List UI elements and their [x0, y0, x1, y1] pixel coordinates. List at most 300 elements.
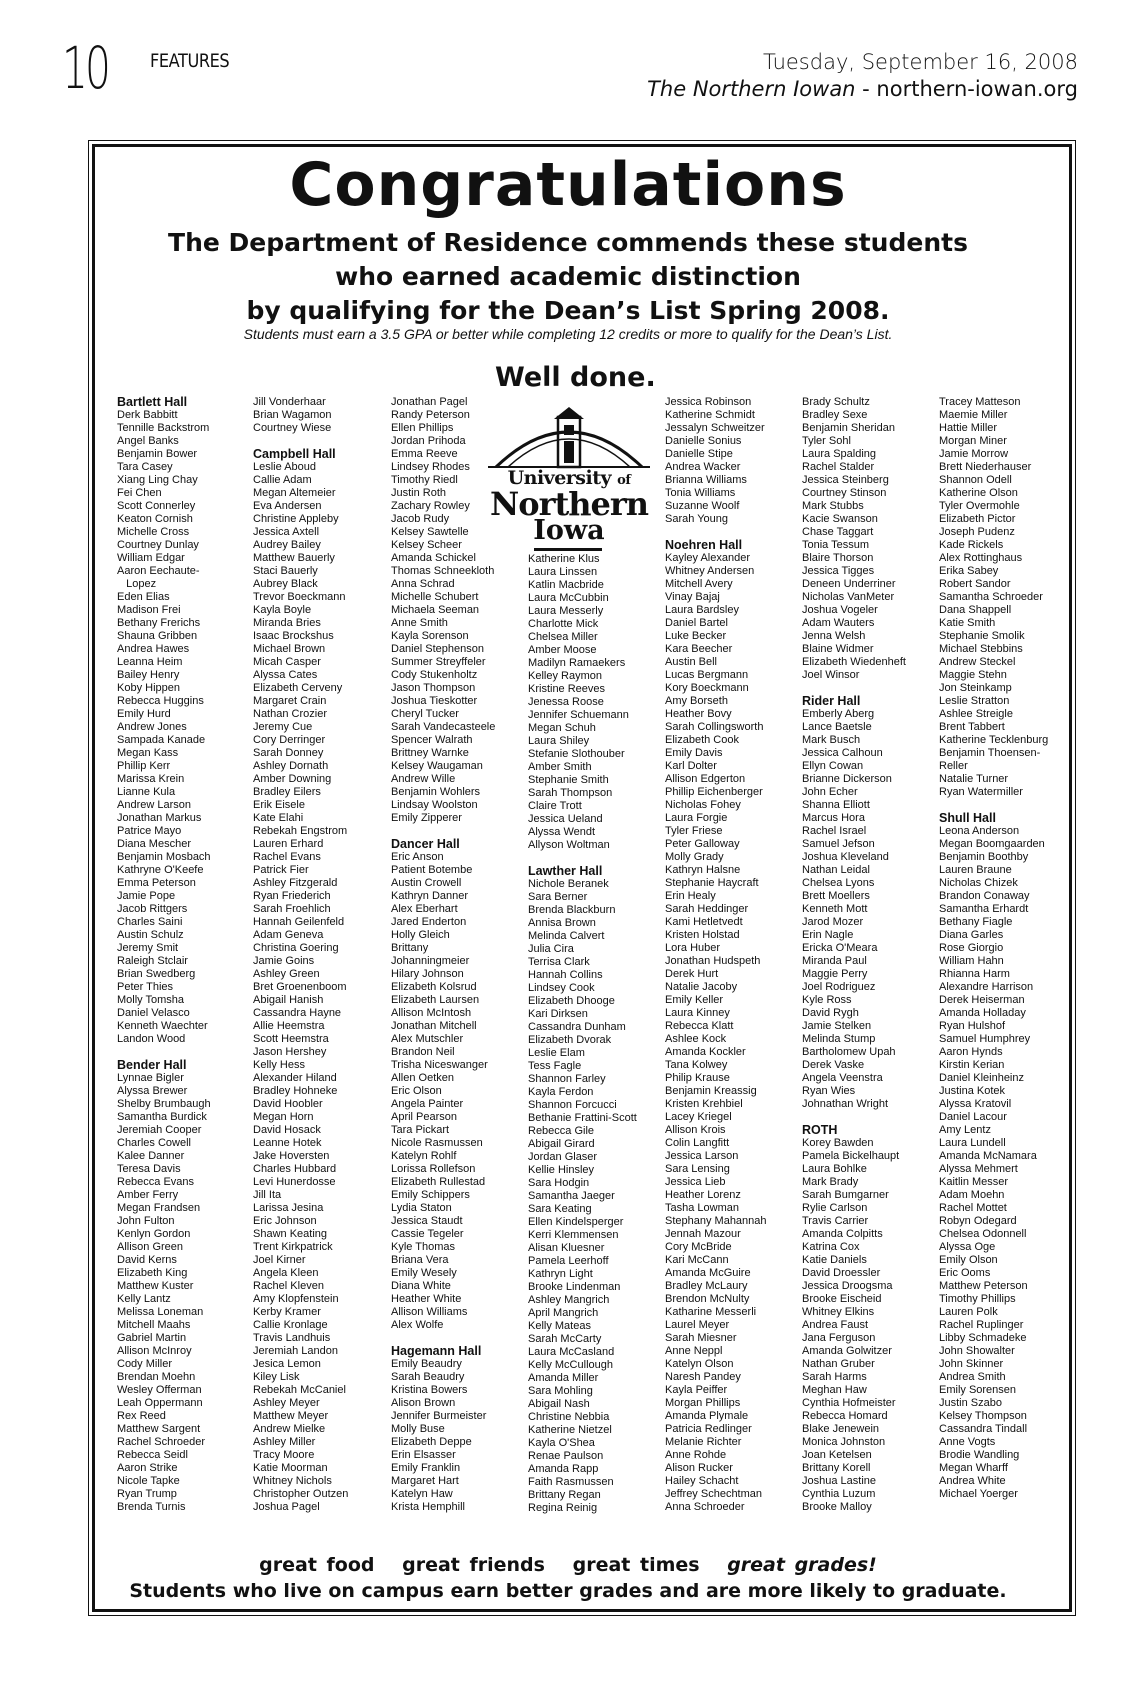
student-name: Charles Hubbard	[253, 1163, 337, 1175]
name-column-6	[802, 396, 937, 1514]
student-name: Pamela Bickelhaupt	[802, 1150, 900, 1162]
student-name: Michelle Schubert	[391, 591, 479, 603]
student-name: Emily Sorensen	[939, 1384, 1017, 1396]
hall-heading: Bender Hall	[117, 1058, 187, 1072]
student-name: Nathan Leidal	[802, 864, 870, 876]
student-name: Sara Keating	[528, 1203, 592, 1215]
paper-masthead	[647, 77, 1078, 101]
student-name: Sarah Miesner	[665, 1332, 737, 1344]
student-name: Rachel Kleven	[253, 1280, 324, 1292]
student-name: Erika Sabey	[939, 565, 999, 577]
student-name: Leona Anderson	[939, 825, 1020, 837]
student-name: Samuel Humphrey	[939, 1033, 1031, 1045]
student-name: Melissa Loneman	[117, 1306, 204, 1318]
student-name: Bethany Fiagle	[939, 916, 1013, 928]
student-name: Austin Bell	[665, 656, 717, 668]
student-name: Rachel Israel	[802, 825, 867, 837]
student-name: Shawn Keating	[253, 1228, 327, 1240]
student-name: Megan Altemeier	[253, 487, 336, 499]
student-name: Kelley Raymon	[528, 670, 602, 682]
footer-tagline	[0, 1554, 1136, 1576]
student-name: Emma Reeve	[391, 448, 458, 460]
student-name: Scott Connerley	[117, 500, 196, 512]
student-name: Ellyn Cowan	[802, 760, 864, 772]
student-name: Eric Johnson	[253, 1215, 317, 1227]
student-name: Anne Smith	[391, 617, 448, 629]
student-name: Jordan Prihoda	[391, 435, 466, 447]
student-name: Alexander Hiland	[253, 1072, 337, 1084]
student-name: Krista Hemphill	[391, 1501, 465, 1513]
student-name: Maggie Stehn	[939, 669, 1007, 681]
student-name: Laura Kinney	[665, 1007, 730, 1019]
student-name: Samantha Erhardt	[939, 903, 1029, 915]
student-name: Allie Heemstra	[253, 1020, 325, 1032]
student-name: Elizabeth King	[117, 1267, 188, 1279]
student-name: Jason Hershey	[253, 1046, 327, 1058]
student-name: Callie Kronlage	[253, 1319, 328, 1331]
student-name: Elizabeth Cook	[665, 734, 739, 746]
student-name: Allison Green	[117, 1241, 184, 1253]
student-name: Randy Peterson	[391, 409, 470, 421]
student-name: Morgan Phillips	[665, 1397, 741, 1409]
student-name: Abigail Nash	[528, 1398, 590, 1410]
tag-times: great times	[572, 1554, 700, 1576]
student-name: Benjamin Kreassig	[665, 1085, 757, 1097]
student-name: Koby Hippen	[117, 682, 180, 694]
student-name: Sara Mohling	[528, 1385, 593, 1397]
section-label: FEATURES	[150, 50, 230, 72]
student-name: Tara Pickart	[391, 1124, 450, 1136]
student-name: Rachel Schroeder	[117, 1436, 206, 1448]
student-name: Jonathan Pagel	[391, 396, 468, 408]
student-name: Callie Adam	[253, 474, 312, 486]
student-name: Alyssa Oge	[939, 1241, 996, 1253]
student-name: Daniel Stephenson	[391, 643, 484, 655]
student-name: Derk Babbitt	[117, 409, 178, 421]
student-name: Erin Elsasser	[391, 1449, 456, 1461]
student-name: Sara Hodgin	[528, 1177, 590, 1189]
student-name: Natalie Jacoby	[665, 981, 738, 993]
student-name: Lauren Erhard	[253, 838, 324, 850]
student-name: Kathryn Light	[528, 1268, 593, 1280]
student-name: Chelsea Lyons	[802, 877, 875, 889]
student-name: Brittany Korell	[802, 1462, 871, 1474]
student-name: Hannah Geilenfeld	[253, 916, 345, 928]
student-name: Bethany Frerichs	[117, 617, 201, 629]
student-name: Justin Roth	[391, 487, 447, 499]
student-name: Austin Schulz	[117, 929, 184, 941]
student-name: Ryan Watermiller	[939, 786, 1023, 798]
student-name: Katie Smith	[939, 617, 996, 629]
student-name: Molly Grady	[665, 851, 724, 863]
student-name: Courtney Stinson	[802, 487, 887, 499]
student-name: Andrea Smith	[939, 1371, 1006, 1383]
student-name: Rylie Carlson	[802, 1202, 868, 1214]
student-name: Alyssa Kratovil	[939, 1098, 1012, 1110]
student-name: Katlin Macbride	[528, 579, 604, 591]
student-name: Bethanie Frattini-Scott	[528, 1112, 637, 1124]
student-name: Amanda Holladay	[939, 1007, 1026, 1019]
hall-heading: Bartlett Hall	[117, 395, 188, 409]
hall-heading: Shull Hall	[939, 811, 996, 825]
student-name: April Mangrich	[528, 1307, 599, 1319]
student-name: Terrisa Clark	[528, 956, 590, 968]
student-name: Elizabeth Wiedenheft	[802, 656, 906, 668]
student-name: Brian Wagamon	[253, 409, 332, 421]
student-name: Jessica Steinberg	[802, 474, 889, 486]
student-name: Emma Peterson	[117, 877, 196, 889]
student-name: Jamie Stelken	[802, 1020, 872, 1032]
student-name: Rachel Mottet	[939, 1202, 1007, 1214]
student-name: Nichole Beranek	[528, 878, 609, 890]
student-name: Laura Lundell	[939, 1137, 1006, 1149]
student-name: Ashley Mangrich	[528, 1294, 610, 1306]
student-name: Patrick Fier	[253, 864, 309, 876]
student-name: Jessica Tigges	[802, 565, 875, 577]
student-name: Jenessa Roose	[528, 696, 604, 708]
student-name: Blaine Widmer	[802, 643, 874, 655]
student-name: Stephany Mahannah	[665, 1215, 767, 1227]
student-name: Hattie Miller	[939, 422, 998, 434]
student-name: Leanne Hotek	[253, 1137, 322, 1149]
student-name: Brandon Conaway	[939, 890, 1030, 902]
student-name: Lynnae Bigler	[117, 1072, 184, 1084]
student-name: Jennifer Schuemann	[528, 709, 629, 721]
student-name: Leslie Aboud	[253, 461, 316, 473]
student-name: Adam Geneva	[253, 929, 324, 941]
student-name: April Pearson	[391, 1111, 458, 1123]
student-name: Blaire Thorson	[802, 552, 874, 564]
student-name: Christine Nebbia	[528, 1411, 610, 1423]
student-name: Joan Ketelsen	[802, 1449, 872, 1461]
student-name: Phillip Eichenberger	[665, 786, 763, 798]
student-name: Rebecca Evans	[117, 1176, 195, 1188]
student-name: Laura Shiley	[528, 735, 590, 747]
student-name: Laura McCubbin	[528, 592, 609, 604]
student-name: Sarah Beaudry	[391, 1371, 465, 1383]
student-name: Jessica Ueland	[528, 813, 603, 825]
student-name: Cheryl Tucker	[391, 708, 459, 720]
student-name: Anne Neppl	[665, 1345, 723, 1357]
student-name: Aaron Hynds	[939, 1046, 1003, 1058]
student-name: Margaret Hart	[391, 1475, 459, 1487]
student-name: Patient Botembe	[391, 864, 473, 876]
student-name: Bradley McLaury	[665, 1280, 748, 1292]
student-name: Tasha Lowman	[665, 1202, 739, 1214]
student-name: Leanna Heim	[117, 656, 183, 668]
logo-northern: Northern	[490, 485, 648, 523]
student-name: Alex Wolfe	[391, 1319, 444, 1331]
student-name: Ashley Miller	[253, 1436, 316, 1448]
student-name: Laura Linssen	[528, 566, 598, 578]
student-name: Leslie Stratton	[939, 695, 1010, 707]
student-name: Brett Niederhauser	[939, 461, 1032, 473]
student-name: Cassandra Tindall	[939, 1423, 1028, 1435]
student-name: Patricia Redlinger	[665, 1423, 752, 1435]
student-name: Kayla Boyle	[253, 604, 312, 616]
student-name: Sarah Vandecasteele	[391, 721, 496, 733]
hall-heading: Hagemann Hall	[391, 1344, 482, 1358]
student-name: Charles Saini	[117, 916, 183, 928]
student-name: Brendan Moehn	[117, 1371, 196, 1383]
student-name: Shannon Forcucci	[528, 1099, 617, 1111]
student-name: Elizabeth Laursen	[391, 994, 480, 1006]
student-name: Kami Hetletvedt	[665, 916, 743, 928]
student-name: Scott Heemstra	[253, 1033, 329, 1045]
student-name: Alisan Kluesner	[528, 1242, 605, 1254]
student-name: Joshua Kleveland	[802, 851, 889, 863]
student-name: Emily Beaudry	[391, 1358, 462, 1370]
student-name: Amanda Golwitzer	[802, 1345, 892, 1357]
student-name: Joshua Pagel	[253, 1501, 320, 1513]
student-name: Mark Stubbs	[802, 500, 864, 512]
student-name: Joel Rodriguez	[802, 981, 876, 993]
student-name: Justina Kotek	[939, 1085, 1006, 1097]
student-name: Tess Fagle	[528, 1060, 582, 1072]
student-name: Diana Mescher	[117, 838, 191, 850]
student-name: Allison Williams	[391, 1306, 468, 1318]
student-name: Sarah Collingsworth	[665, 721, 764, 733]
student-name: Jamie Morrow	[939, 448, 1009, 460]
student-name: Emily Olson	[939, 1254, 998, 1266]
student-name: Elizabeth Deppe	[391, 1436, 472, 1448]
student-name: Lindsay Woolston	[391, 799, 478, 811]
student-name: Laura Spalding	[802, 448, 877, 460]
student-name: Ryan Wies	[802, 1085, 856, 1097]
logo-of: of	[617, 473, 631, 488]
student-name: Megan Wharff	[939, 1462, 1008, 1474]
tag-grades: great grades!	[727, 1554, 877, 1576]
student-name: Elizabeth Rullestad	[391, 1176, 486, 1188]
student-name: Tonia Tessum	[802, 539, 870, 551]
student-name: Emily Schippers	[391, 1189, 470, 1201]
student-name: Brooke Lindenman	[528, 1281, 621, 1293]
student-name: Brodie Wandling	[939, 1449, 1020, 1461]
student-name: Katelyn Rohlf	[391, 1150, 457, 1162]
student-name: Spencer Walrath	[391, 734, 473, 746]
student-name: Christopher Outzen	[253, 1488, 349, 1500]
student-name: Mitchell Maahs	[117, 1319, 191, 1331]
student-name: Laura Messerly	[528, 605, 604, 617]
student-name: Kelly Hess	[253, 1059, 305, 1071]
student-name: Jonathan Mitchell	[391, 1020, 477, 1032]
student-name: Derek Hurt	[665, 968, 719, 980]
student-name: Kyle Thomas	[391, 1241, 455, 1253]
student-name: Elizabeth Dvorak	[528, 1034, 612, 1046]
student-name: Sarah Harms	[802, 1371, 867, 1383]
student-name: Allyson Woltman	[528, 839, 610, 851]
student-name: Laura Forgie	[665, 812, 728, 824]
student-name: Nathan Crozier	[253, 708, 327, 720]
student-name: Andrew Mielke	[253, 1423, 326, 1435]
student-name: Andrea Wacker	[665, 461, 741, 473]
student-name: Shauna Gribben	[117, 630, 198, 642]
student-name: Brittany Johanningmeier	[391, 942, 470, 967]
student-name: Laura Bohlke	[802, 1163, 867, 1175]
student-name: Molly Buse	[391, 1423, 445, 1435]
paper-name: The Northern Iowan	[647, 77, 856, 101]
student-name: Austin Crowell	[391, 877, 462, 889]
student-name: Matthew Peterson	[939, 1280, 1028, 1292]
student-name: Zachary Rowley	[391, 500, 470, 512]
student-name: Marcus Hora	[802, 812, 865, 824]
student-name: Trisha Niceswanger	[391, 1059, 488, 1071]
student-name: Emily Wesely	[391, 1267, 457, 1279]
student-name: David Hosack	[253, 1124, 321, 1136]
student-name: Amanda McGuire	[665, 1267, 751, 1279]
student-name: Benjamin Wohlers	[391, 786, 481, 798]
student-name: Trevor Boeckmann	[253, 591, 346, 603]
student-name: Derek Vaske	[802, 1059, 865, 1071]
student-name: Chelsea Miller	[528, 631, 598, 643]
student-name: Benjamin Sheridan	[802, 422, 895, 434]
student-name: Tennille Backstrom	[117, 422, 210, 434]
student-name: Tracey Matteson	[939, 396, 1021, 408]
student-name: Kelly McCullough	[528, 1359, 613, 1371]
student-name: Andrew Larson	[117, 799, 191, 811]
student-name: Gabriel Martin	[117, 1332, 187, 1344]
student-name: Hailey Schacht	[665, 1475, 739, 1487]
student-name: Dana Shappell	[939, 604, 1012, 616]
ad-subtitle-1: The Department of Residence commends these students	[168, 228, 968, 257]
student-name: Brandon Neil	[391, 1046, 455, 1058]
student-name: Samantha Schroeder	[939, 591, 1043, 603]
student-name: Brian Swedberg	[117, 968, 196, 980]
student-name: John Showalter	[939, 1345, 1015, 1357]
student-name: Emily Keller	[665, 994, 724, 1006]
student-name: Allison McIntosh	[391, 1007, 472, 1019]
student-name: Jessica Calhoun	[802, 747, 883, 759]
student-name: Emily Davis	[665, 747, 723, 759]
student-name: Fei Chen	[117, 487, 162, 499]
student-name: Trent Kirkpatrick	[253, 1241, 333, 1253]
student-name: Leah Oppermann	[117, 1397, 203, 1409]
name-column-3	[391, 396, 526, 1514]
student-name: Bailey Henry	[117, 669, 180, 681]
student-name: Monica Johnston	[802, 1436, 886, 1448]
student-name: Sarah Thompson	[528, 787, 613, 799]
student-name: Sarah Heddinger	[665, 903, 749, 915]
logo-iowa: Iowa	[533, 515, 605, 546]
student-name: Jeremy Smit	[117, 942, 179, 954]
student-name: John Fulton	[117, 1215, 175, 1227]
student-name: Lorissa Rollefson	[391, 1163, 476, 1175]
student-name: Diana Garles	[939, 929, 1004, 941]
student-name: Samuel Jefson	[802, 838, 875, 850]
student-name: Kenneth Waechter	[117, 1020, 208, 1032]
student-name: Leslie Elam	[528, 1047, 585, 1059]
student-name: Shannon Farley	[528, 1073, 606, 1085]
student-name: Lydia Staton	[391, 1202, 452, 1214]
student-name: Angela Veenstra	[802, 1072, 883, 1084]
student-name: Sarah McCarty	[528, 1333, 602, 1345]
student-name: Blake Jenewein	[802, 1423, 880, 1435]
student-name: David Hoobler	[253, 1098, 323, 1110]
student-name: Andrew Steckel	[939, 656, 1016, 668]
student-name: Karl Dolter	[665, 760, 717, 772]
student-name: Danielle Stipe	[665, 448, 733, 460]
student-name: Rachel Evans	[253, 851, 321, 863]
student-name: David Droessler	[802, 1267, 881, 1279]
student-name: Katherine Nietzel	[528, 1424, 612, 1436]
student-name: Elizabeth Kolsrud	[391, 981, 477, 993]
student-name: Jill Ita	[253, 1189, 282, 1201]
student-name: Kristine Reeves	[528, 683, 606, 695]
student-name: John Skinner	[939, 1358, 1004, 1370]
student-name: Landon Wood	[117, 1033, 186, 1045]
student-name: Kirstin Kerian	[939, 1059, 1005, 1071]
student-name: Alexandre Harrison	[939, 981, 1034, 993]
student-name: Mark Brady	[802, 1176, 859, 1188]
student-name: Sarah Donney	[253, 747, 324, 759]
student-name: Katherine Tecklenburg	[939, 734, 1049, 746]
ad-subtitle-2: who earned academic distinction	[335, 262, 801, 291]
student-name: Emily Zipperer	[391, 812, 462, 824]
student-name: Stefanie Slothouber	[528, 748, 625, 760]
student-name: Amanda McNamara	[939, 1150, 1037, 1162]
student-name: Madison Frei	[117, 604, 181, 616]
student-name: Brianne Dickerson	[802, 773, 892, 785]
student-name: Courtney Wiese	[253, 422, 332, 434]
logo-university: University	[507, 467, 612, 489]
student-name: Joel Winsor	[802, 669, 860, 681]
student-name: Angel Banks	[117, 435, 179, 447]
student-name: Joshua Lastine	[802, 1475, 876, 1487]
student-name: Nicholas Fohey	[665, 799, 741, 811]
student-name: Hilary Johnson	[391, 968, 464, 980]
student-name: Jessica Larson	[665, 1150, 739, 1162]
student-name: Anne Vogts	[939, 1436, 996, 1448]
student-name: Jana Ferguson	[802, 1332, 876, 1344]
student-name: Jamie Goins	[253, 955, 315, 967]
student-name: Erin Healy	[665, 890, 716, 902]
student-name: Faith Rasmussen	[528, 1476, 614, 1488]
student-name: Rachel Stalder	[802, 461, 875, 473]
student-name: Jonathan Hudspeth	[665, 955, 761, 967]
ad-subtitle-3: by qualifying for the Dean’s List Spring 2008.	[246, 296, 890, 325]
student-name: Levi Hunerdosse	[253, 1176, 336, 1188]
student-name: Kelsey Sawtelle	[391, 526, 469, 538]
student-name: Amanda Plymale	[665, 1410, 749, 1422]
name-column-2	[253, 396, 388, 1514]
ad-title: Congratulations	[289, 150, 847, 220]
student-name: Sarah Young	[665, 513, 729, 525]
student-name: Jessica Axtell	[253, 526, 320, 538]
student-name: Jessica Staudt	[391, 1215, 463, 1227]
student-name: Brenda Turnis	[117, 1501, 186, 1513]
student-name: Lance Baetsle	[802, 721, 872, 733]
student-name: David Kerns	[117, 1254, 177, 1266]
student-name: Kristen Holstad	[665, 929, 740, 941]
student-name: Jake Hoversten	[253, 1150, 330, 1162]
student-name: Whitney Andersen	[665, 565, 755, 577]
student-name: Amanda Rapp	[528, 1463, 599, 1475]
student-name: Heather White	[391, 1293, 462, 1305]
student-name: Rebecca Homard	[802, 1410, 888, 1422]
student-name: Allison Edgerton	[665, 773, 746, 785]
student-name: Cassie Tegeler	[391, 1228, 464, 1240]
student-name: Cynthia Hofmeister	[802, 1397, 896, 1409]
student-name: Stephanie Haycraft	[665, 877, 759, 889]
student-name: Robert Sandor	[939, 578, 1011, 590]
student-name: Stephanie Smith	[528, 774, 609, 786]
student-name: Adam Moehn	[939, 1189, 1005, 1201]
student-name: Erik Eisele	[253, 799, 305, 811]
student-name: Eric Anson	[391, 851, 444, 863]
student-name: Katie Daniels	[802, 1254, 867, 1266]
student-name: Tyler Friese	[665, 825, 723, 837]
student-name: Katrina Cox	[802, 1241, 860, 1253]
